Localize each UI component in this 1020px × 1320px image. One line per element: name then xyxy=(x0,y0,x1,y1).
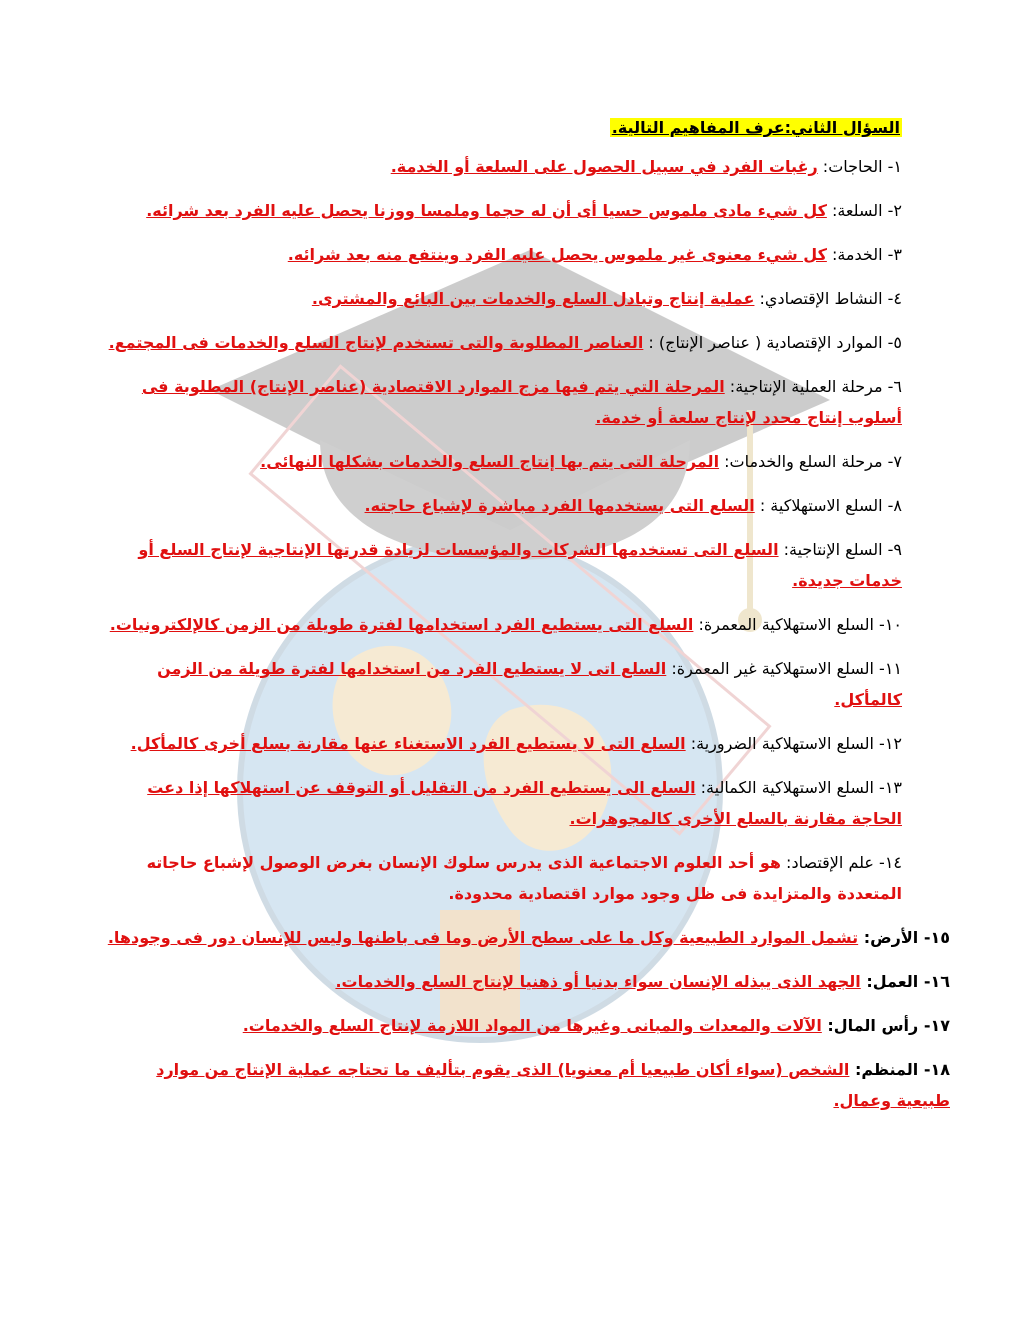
definition-text: هو أحد العلوم الاجتماعية الذى يدرس سلوك الإنسان بغرض الوصول لإشباع حاجاته المتعددة والمتزايدة فى ظل وجود موارد اقتصادية محدودة. xyxy=(146,853,902,903)
term-label: ٥- الموارد الإقتصادية ( عناصر الإنتاج) : xyxy=(643,333,902,352)
definition-text: المرحلة التي يتم فيها مزج الموارد الاقتصادية (عناصر الإنتاج) المطلوبة فى أسلوب إنتاج محدد لإنتاج سلعة أو خدمة. xyxy=(141,377,902,427)
definition-item-1 xyxy=(100,151,902,182)
term-label: ١١- السلع الاستهلاكية غير المعمرة: xyxy=(666,659,902,678)
definition-text: السلع التى تستخدمها الشركات والمؤسسات لزيادة قدرتها الإنتاجية لإنتاج السلع أو خدمات جديدة. xyxy=(138,540,902,590)
definition-text: تشمل الموارد الطبيعية وكل ما على سطح الأرض وما فى باطنها وليس للإنسان دور فى وجودها. xyxy=(107,928,859,947)
definition-text: السلع التى لا يستطيع الفرد الاستغناء عنها مقارنة بسلع أخرى كالمأكل. xyxy=(130,734,686,753)
definition-item-11 xyxy=(100,653,902,715)
definition-item-15 xyxy=(100,922,950,953)
definition-item-7 xyxy=(100,446,902,477)
term-label: ١٠- السلع الاستهلاكية المعمرة: xyxy=(693,615,902,634)
term-label: ١٢- السلع الاستهلاكية الضرورية: xyxy=(685,734,902,753)
definition-item-2 xyxy=(100,195,902,226)
definition-item-3 xyxy=(100,239,902,270)
term-label: ٩- السلع الإنتاجية: xyxy=(778,540,902,559)
term-label: ٦- مرحلة العملية الإنتاجية: xyxy=(724,377,902,396)
definition-text: السلع التى يستطيع الفرد استخدامها لفترة طويلة من الزمن كالإلكترونيات. xyxy=(109,615,694,634)
question-heading: السؤال الثاني:عرف المفاهيم التالية. xyxy=(611,118,900,137)
term-label: ١٥- الأرض: xyxy=(858,928,950,947)
term-label: ١٧- رأس المال: xyxy=(821,1016,950,1035)
definition-item-5 xyxy=(100,327,902,358)
definition-item-8 xyxy=(100,490,902,521)
definition-text: الشخص (سواء أكان طبيعيا أم معنويا) الذى يقوم بتأليف ما تحتاجه عملية الإنتاج من موارد طبيعية وعمال. xyxy=(156,1060,950,1110)
definition-text: كل شيء مادى ملموس حسيا أى أن له حجما وملمسا ووزنا يحصل عليه الفرد بعد شرائه. xyxy=(146,201,827,220)
term-label: ١- الحاجات: xyxy=(817,157,902,176)
definition-item-18 xyxy=(100,1054,950,1116)
document-body xyxy=(100,118,950,1129)
term-label: ٨- السلع الاستهلاكية : xyxy=(754,496,902,515)
definition-item-9 xyxy=(100,534,902,596)
definition-item-16 xyxy=(100,966,950,997)
definition-item-14 xyxy=(100,847,902,909)
term-label: ٣- الخدمة: xyxy=(826,245,902,264)
definition-item-4 xyxy=(100,283,902,314)
definition-item-13 xyxy=(100,772,902,834)
definition-text: رغبات الفرد في سبيل الحصول على السلعة أو الخدمة. xyxy=(390,157,818,176)
definition-text: العناصر المطلوبة والتى تستخدم لإنتاج السلع والخدمات فى المجتمع. xyxy=(108,333,644,352)
definition-text: الجهد الذى يبذله الإنسان سواء بدنيا أو ذهنيا لإنتاج السلع والخدمات. xyxy=(335,972,861,991)
definition-text: الآلات والمعدات والمبانى وغيرها من المواد اللازمة لإنتاج السلع والخدمات. xyxy=(242,1016,822,1035)
term-label: ١٣- السلع الاستهلاكية الكمالية: xyxy=(695,778,902,797)
term-label: ١٤- علم الإقتصاد: xyxy=(780,853,902,872)
term-label: ١٨- المنظم: xyxy=(849,1060,950,1079)
definition-item-6 xyxy=(100,371,902,433)
definition-item-10 xyxy=(100,609,902,640)
definition-text: عملية إنتاج وتبادل السلع والخدمات بين البائع والمشترى. xyxy=(311,289,755,308)
definition-item-17 xyxy=(100,1010,950,1041)
definition-text: السلع الى يستطيع الفرد من التقليل أو التوقف عن استهلاكها إذا دعت الحاجة مقارنة بالسلع الأخرى كالمجوهرات. xyxy=(147,778,902,828)
term-label: ٤- النشاط الإقتصادي: xyxy=(754,289,902,308)
definition-text: المرحلة التى يتم بها إنتاج السلع والخدمات بشكلها النهائى. xyxy=(260,452,720,471)
definition-text: السلع اتى لا يستطيع الفرد من استخدامها لفترة طويلة من الزمن كالمأكل. xyxy=(157,659,902,709)
term-label: ١٦- العمل: xyxy=(860,972,950,991)
definition-text: كل شيء معنوى غير ملموس يحصل عليه الفرد وينتفع منه بعد شرائه. xyxy=(287,245,827,264)
definition-item-12 xyxy=(100,728,902,759)
term-label: ٧- مرحلة السلع والخدمات: xyxy=(719,452,902,471)
term-label: ٢- السلعة: xyxy=(826,201,902,220)
definition-text: السلع التى يستخدمها الفرد مباشرة لإشباع حاجته. xyxy=(364,496,755,515)
